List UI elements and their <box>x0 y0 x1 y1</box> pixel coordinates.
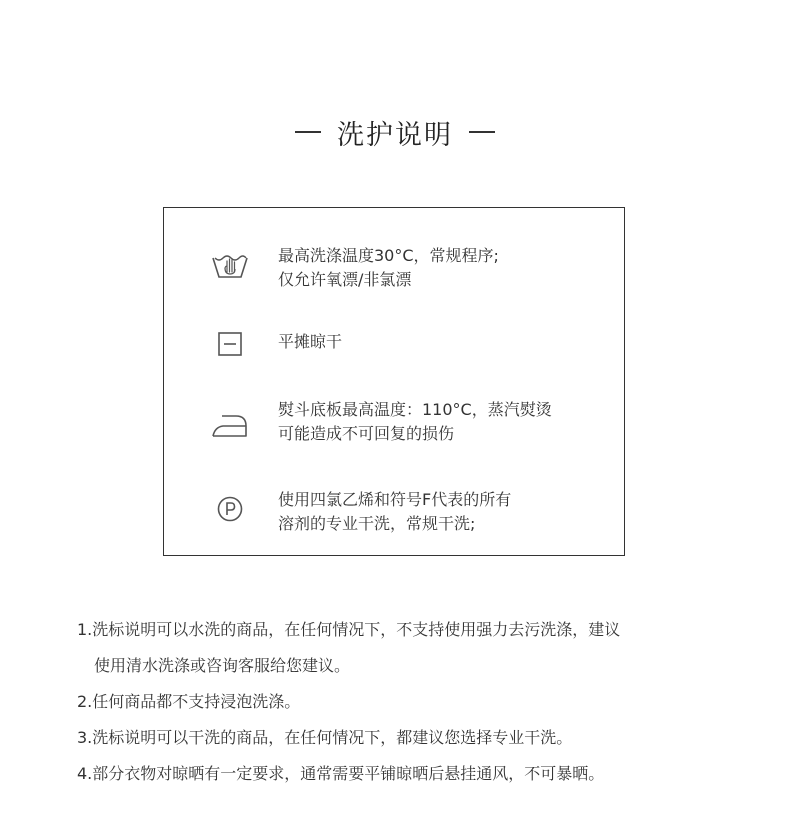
page-title-group <box>0 112 790 152</box>
title-right-dash <box>469 131 495 133</box>
care-line: 使用四氯乙烯和符号F代表的所有 <box>278 490 512 509</box>
care-line: 仅允许氧漂/非氯漂 <box>278 270 412 289</box>
care-text-dryclean <box>278 488 608 536</box>
care-instructions-box <box>163 207 625 556</box>
dry-clean-p-icon <box>208 491 252 527</box>
care-line: 可能造成不可回复的损伤 <box>278 424 455 443</box>
note-item: 2.任何商品都不支持浸泡洗涤。 <box>77 692 301 711</box>
note-item: 1.洗标说明可以水洗的商品，在任何情况下，不支持使用强力去污洗涤，建议 <box>77 620 621 639</box>
care-text-iron <box>278 398 608 446</box>
care-text-wash <box>278 244 608 292</box>
page-title: 洗护说明 <box>337 119 453 151</box>
note-item-continuation: 使用清水洗涤或咨询客服给您建议。 <box>94 656 351 675</box>
care-line: 熨斗底板最高温度：110°C，蒸汽熨烫 <box>278 400 552 419</box>
hand-wash-tub-icon <box>208 247 252 283</box>
note-item: 4.部分衣物对晾晒有一定要求，通常需要平铺晾晒后悬挂通风，不可暴晒。 <box>77 764 605 783</box>
care-line: 最高洗涤温度30°C，常规程序; <box>278 246 499 265</box>
care-line: 平摊晾干 <box>278 332 343 351</box>
note-item: 3.洗标说明可以干洗的商品，在任何情况下，都建议您选择专业干洗。 <box>77 728 573 747</box>
iron-icon <box>208 407 252 443</box>
dry-flat-icon <box>208 326 252 362</box>
title-left-dash <box>295 131 321 133</box>
care-text-dry <box>278 330 608 354</box>
care-notes-list <box>77 612 717 792</box>
care-line: 溶剂的专业干洗，常规干洗; <box>278 514 476 533</box>
